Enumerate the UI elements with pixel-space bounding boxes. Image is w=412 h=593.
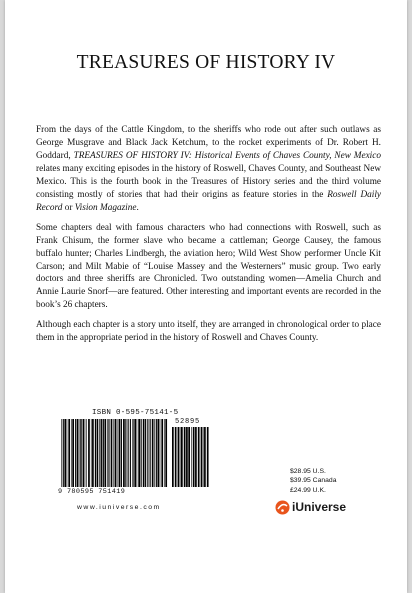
iuniverse-swoosh-icon — [275, 500, 290, 515]
price-us: $28.95 U.S. — [290, 468, 326, 475]
description-run: or — [62, 202, 75, 213]
description — [36, 124, 381, 352]
publisher-website: www.iuniverse.com — [77, 504, 161, 511]
book-title: TREASURES OF HISTORY IV — [76, 52, 336, 73]
description-paragraph-3: Although each chapter is a story unto itself, they are arranged in chronological order to place them in the appropriate period in the history of Roswell and Chaves County. — [36, 320, 381, 344]
price-list — [290, 467, 337, 495]
price-canada: $39.95 Canada — [290, 477, 337, 485]
description-run: From the days of the Cattle Kingdom, to the sheriffs who rode out after such outlaws as George Musgrave and Black Jack Ketchum, to the rocket experiments of Dr. Robert H. Goddard, — [36, 125, 381, 161]
isbn-label: ISBN 0-595-75141-5 — [92, 409, 179, 417]
addon-barcode-bars — [172, 427, 210, 487]
price-addon-digits: 52895 — [175, 418, 201, 426]
publisher-logo — [275, 499, 346, 515]
description-paragraph-1 — [36, 124, 381, 215]
barcode — [58, 409, 211, 497]
price-uk: £24.99 U.K. — [290, 486, 326, 494]
publisher-logo-text: iUniverse — [292, 500, 347, 514]
back-cover — [5, 0, 407, 593]
description-run: . — [136, 202, 139, 213]
description-run: TREASURES OF HISTORY IV: Historical Events of Chaves County, New Mexico — [73, 150, 381, 161]
ean-digits: 9 780595 751419 — [58, 488, 126, 496]
description-run: Vision Magazine — [74, 202, 137, 213]
description-run: relates many exciting episodes in the history of Roswell, Chaves County, and Southeast New Mexico. This is the fourth book in the Treasures of History series and the third volume consisting mostly of stories that had their origins as feature stories in the — [36, 163, 381, 200]
ean-barcode-bars — [61, 419, 169, 487]
description-run: Roswell Daily Record — [36, 189, 381, 213]
description-paragraph-2: Some chapters deal with famous characters who had connections with Roswell, such as Frank Chisum, the former slave who became a cattleman; George Causey, the famous buffalo hunter; Charles Lindbergh, the aviation hero; Wild West Show performer Uncle Kit Carson; and Milt Mabie of “Louise Massey and the Westerners” music group. Two early doctors and three sheriffs are Chronicled. Two outstanding women—Amelia Church and Annie Laurie Snorf—are featured. Other interesting and important events are recorded in the book’s 26 chapters. — [36, 222, 381, 311]
